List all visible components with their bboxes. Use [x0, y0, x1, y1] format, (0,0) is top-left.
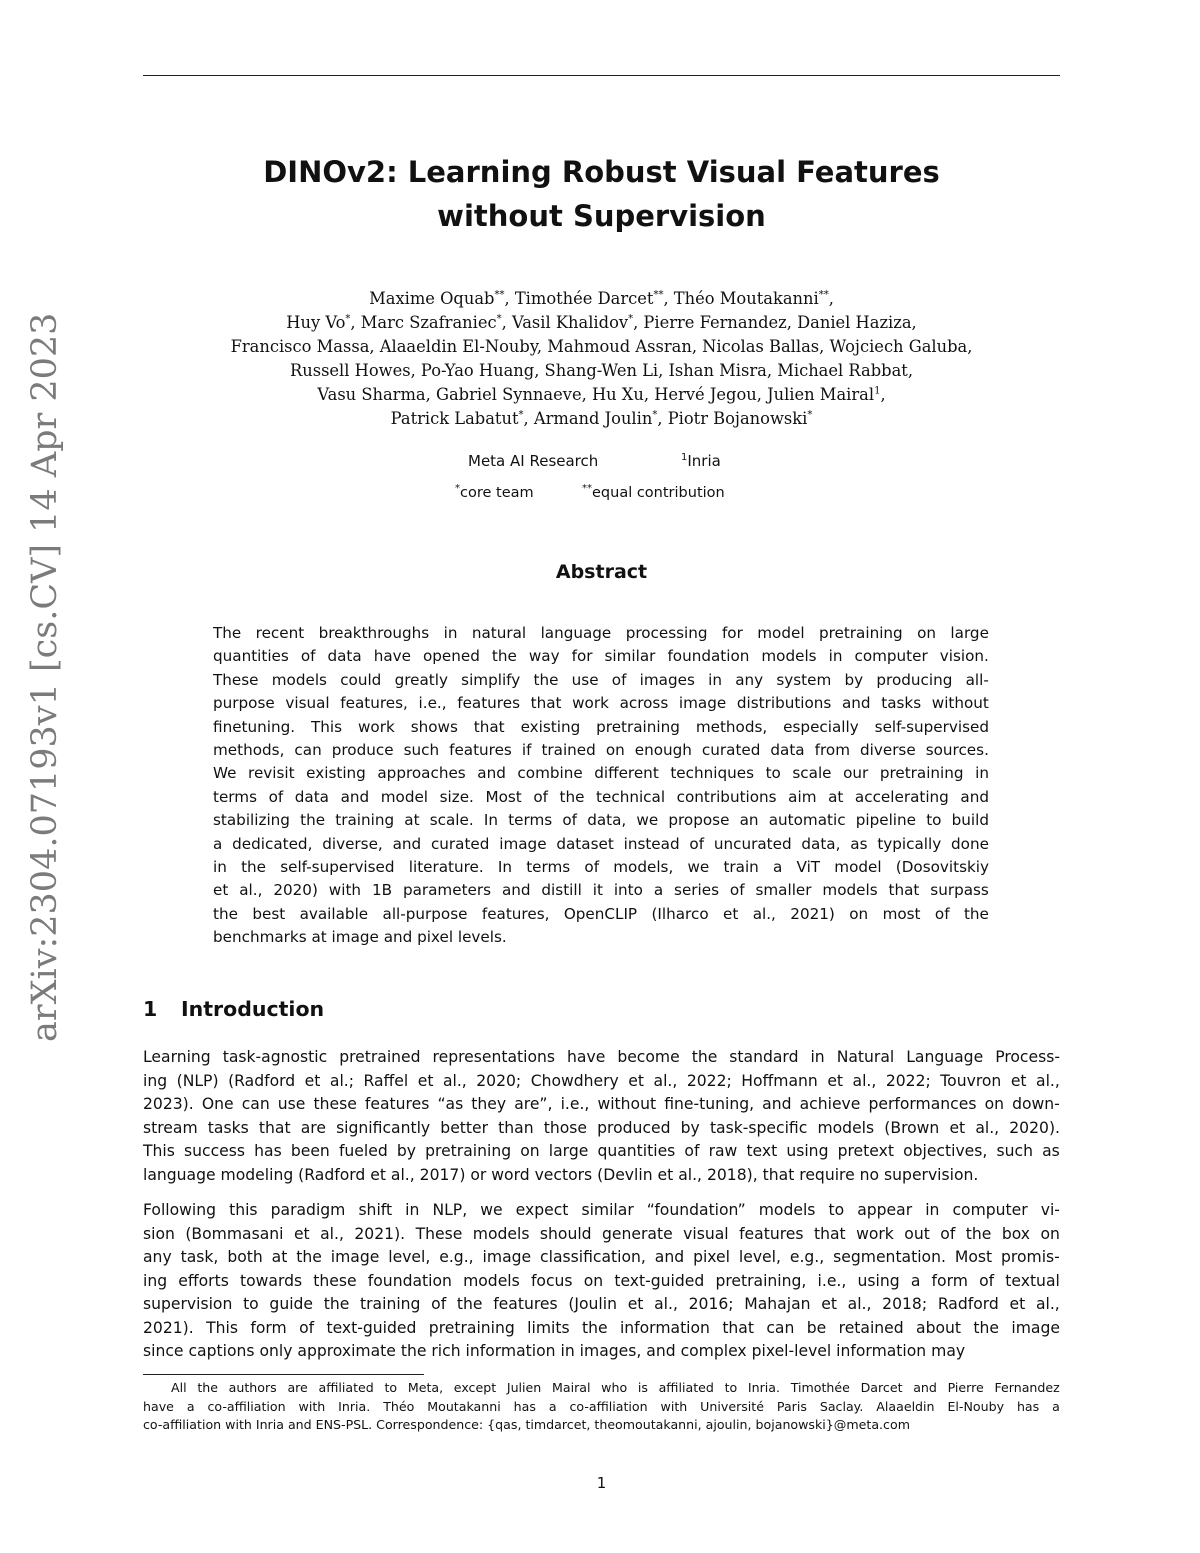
- intro-p1-line: Learning task-agnostic pretrained representations have become the standard in Natural Language Process-: [143, 1048, 1060, 1066]
- author-list: [143, 287, 1060, 431]
- intro-p1-line: This success has been fueled by pretraining on large quantities of raw text using pretext objectives, such as: [143, 1142, 1060, 1160]
- abstract-line: a dedicated, diverse, and curated image dataset instead of uncurated data, as typically done: [213, 834, 989, 853]
- abstract-line: finetuning. This work shows that existing pretraining methods, especially self-supervised: [213, 717, 989, 736]
- intro-p2-line: supervision to guide the training of the features (Joulin et al., 2016; Mahajan et al., 2018; Radford et al.,: [143, 1295, 1060, 1313]
- page-number: 1: [596, 1474, 607, 1492]
- title-line-2: without Supervision: [437, 199, 766, 233]
- intro-p1-line: ing (NLP) (Radford et al.; Raffel et al., 2020; Chowdhery et al., 2022; Hoffmann et al., 2022; Touvron et al.,: [143, 1071, 1060, 1090]
- abstract-line: the best available all-purpose features, OpenCLIP (Ilharco et al., 2021) on most of the: [213, 904, 989, 923]
- title-line-1: DINOv2: Learning Robust Visual Features: [263, 155, 940, 189]
- abstract-line: methods, can produce such features if trained on enough curated data from diverse sources.: [213, 741, 989, 760]
- abstract-line: These models could greatly simplify the use of images in any system by producing all-: [213, 670, 989, 689]
- abstract-line: benchmarks at image and pixel levels.: [213, 928, 507, 947]
- author-line-5: Vasu Sharma, Gabriel Synnaeve, Hu Xu, Hervé Jegou, Julien Mairal$^1$,: [317, 385, 886, 404]
- abstract-heading: Abstract: [555, 561, 648, 583]
- abstract-line: The recent breakthroughs in natural language processing for model pretraining on large: [213, 624, 989, 642]
- footnote-line: co-affiliation with Inria and ENS-PSL. Correspondence: {qas, timdarcet, theomoutakanni, ajoulin, bojanowski}@meta.com: [143, 1417, 910, 1432]
- footnote: [143, 1379, 1060, 1435]
- intro-paragraph-1: [143, 1046, 1060, 1187]
- intro-paragraph-2: [143, 1199, 1060, 1364]
- intro-p2-line: 2021). This form of text-guided pretraining limits the information that can be retained about the image: [143, 1318, 1060, 1337]
- abstract-line: in the self-supervised literature. In terms of models, we train a ViT model (Dosovitskiy: [213, 858, 989, 877]
- author-line-3: Francisco Massa, Alaaeldin El-Nouby, Mahmoud Assran, Nicolas Ballas, Wojciech Galuba,: [230, 337, 973, 356]
- intro-p1-line: language modeling (Radford et al., 2017) or word vectors (Devlin et al., 2018), that require no supervision.: [143, 1165, 979, 1184]
- abstract-line: stabilizing the training at scale. In terms of data, we propose an automatic pipeline to build: [213, 811, 989, 830]
- author-line-4: Russell Howes, Po-Yao Huang, Shang-Wen Li, Ishan Misra, Michael Rabbat,: [289, 361, 914, 380]
- section-title: Introduction: [181, 997, 325, 1021]
- abstract-line: quantities of data have opened the way for similar foundation models in computer vision.: [213, 647, 989, 666]
- intro-p2-line: sion (Bommasani et al., 2021). These models should generate visual features that work out of the box on: [143, 1224, 1060, 1243]
- intro-p1-line: 2023). One can use these features “as they are”, i.e., without fine-tuning, and achieve performances on down-: [143, 1095, 1060, 1113]
- section-number: 1: [143, 997, 158, 1021]
- abstract-body: [213, 622, 989, 950]
- footnote-line: All the authors are affiliated to Meta, except Julien Mairal who is affiliated to Inria. Timothée Darcet and Pierre Fernandez: [171, 1380, 1060, 1395]
- arxiv-stamp: arXiv:2304.07193v1 [cs.CV] 14 Apr 2023: [25, 312, 65, 1042]
- affiliation-meta: Meta AI Research: [468, 452, 599, 470]
- author-line-2: Huy Vo*, Marc Szafraniec*, Vasil Khalidov*, Pierre Fernandez, Daniel Haziza,: [286, 313, 917, 332]
- abstract-line: We revisit existing approaches and combine different techniques to scale our pretraining in: [213, 764, 989, 783]
- footnote-line: have a co-affiliation with Inria. Théo Moutakanni has a co-affiliation with Université Paris Saclay. Alaaeldin El-Nouby has a: [143, 1398, 1060, 1414]
- intro-p2-line: since captions only approximate the rich information in images, and complex pixel-level information may: [143, 1342, 966, 1360]
- abstract-line: et al., 2020) with 1B parameters and distill it into a series of smaller models that surpass: [213, 881, 989, 900]
- footnote-rule: [143, 1374, 424, 1375]
- paper-title: [143, 150, 1060, 238]
- intro-p2-line: any task, both at the image level, e.g., image classification, and pixel level, e.g., segmentation. Most promis-: [143, 1248, 1060, 1266]
- author-line-1: Maxime Oquab**, Timothée Darcet**, Théo Moutakanni**,: [369, 289, 834, 308]
- note-core-team: *core team: [455, 483, 534, 501]
- abstract-line: purpose visual features, i.e., features that work across image distributions and tasks without: [213, 694, 989, 713]
- header-rule: [143, 75, 1060, 76]
- intro-p2-line: Following this paradigm shift in NLP, we expect similar “foundation” models to appear in computer vi-: [143, 1201, 1060, 1219]
- note-equal-contribution: **equal contribution: [582, 483, 725, 501]
- abstract-line: terms of data and model size. Most of the technical contributions aim at accelerating and: [213, 787, 989, 806]
- author-line-6: Patrick Labatut*, Armand Joulin*, Piotr Bojanowski*: [390, 409, 813, 428]
- intro-p2-line: ing efforts towards these foundation models focus on text-guided pretraining, i.e., using a form of textual: [143, 1271, 1060, 1290]
- affiliation-inria: $^1$Inria: [681, 452, 721, 470]
- intro-p1-line: stream tasks that are significantly better than those produced by task-specific models (Brown et al., 2020).: [143, 1118, 1060, 1137]
- section-heading: [143, 995, 324, 1023]
